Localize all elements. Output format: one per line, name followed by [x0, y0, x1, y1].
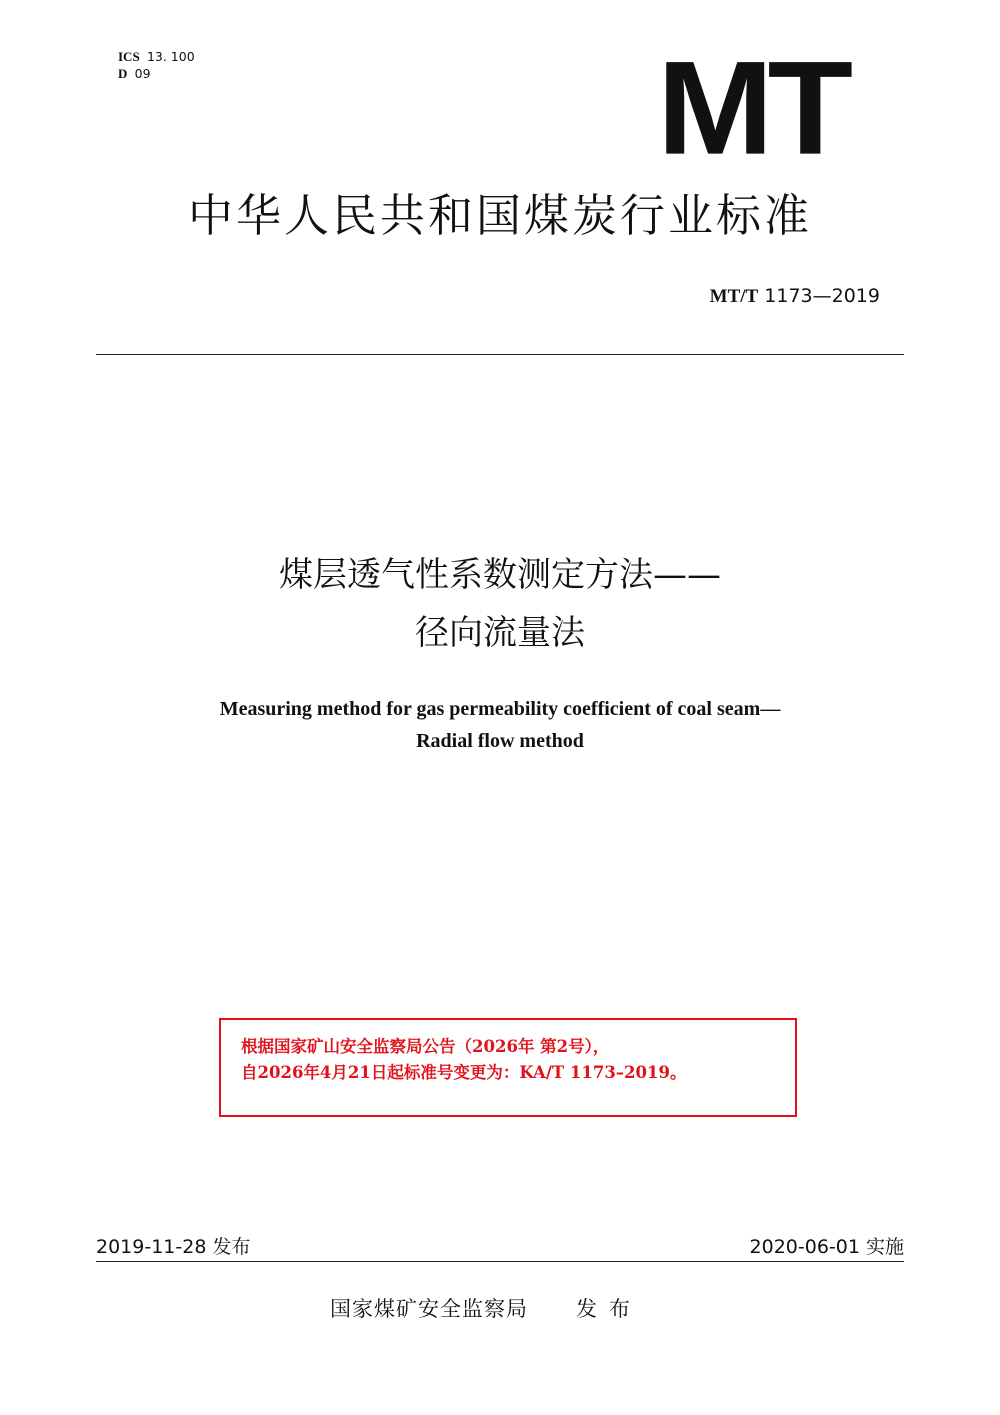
- classification-codes: [118, 48, 195, 82]
- standard-code-number: 1173—2019: [764, 285, 880, 307]
- title-en-line2: Radial flow method: [416, 730, 584, 752]
- ics-label: ICS: [118, 49, 140, 64]
- publisher-name: 国家煤矿安全监察局: [330, 1297, 528, 1321]
- title-cn-line1: 煤层透气性系数测定方法——: [279, 555, 721, 595]
- footer-divider: [96, 1261, 904, 1262]
- publisher: [330, 1294, 642, 1324]
- mt-logo: MT: [656, 52, 848, 164]
- standard-code-prefix: MT/T: [709, 286, 759, 307]
- publisher-action: 发布: [576, 1297, 642, 1321]
- implement-date: 2020-06-01 实施: [749, 1236, 904, 1258]
- title-en-line1: Measuring method for gas permeability coefficient of coal seam—: [219, 698, 781, 720]
- renumbering-notice: [219, 1018, 797, 1117]
- standard-code: [710, 284, 880, 309]
- ccs-value: 09: [134, 66, 151, 81]
- title-cn-line2: 径向流量法: [415, 613, 585, 653]
- standard-title: 中华人民共和国煤炭行业标准: [187, 189, 812, 242]
- header-divider: [96, 354, 904, 355]
- issue-date: 2019-11-28 发布: [96, 1236, 251, 1258]
- ccs-code: [118, 65, 195, 82]
- notice-line1: 根据国家矿山安全监察局公告（2026年 第2号），: [241, 1037, 610, 1056]
- ics-code: [118, 48, 195, 65]
- notice-line2: 自2026年4月21日起标准号变更为：KA/T 1173–2019。: [241, 1063, 687, 1082]
- ics-value: 13. 100: [146, 49, 195, 64]
- ccs-label: D: [118, 66, 128, 81]
